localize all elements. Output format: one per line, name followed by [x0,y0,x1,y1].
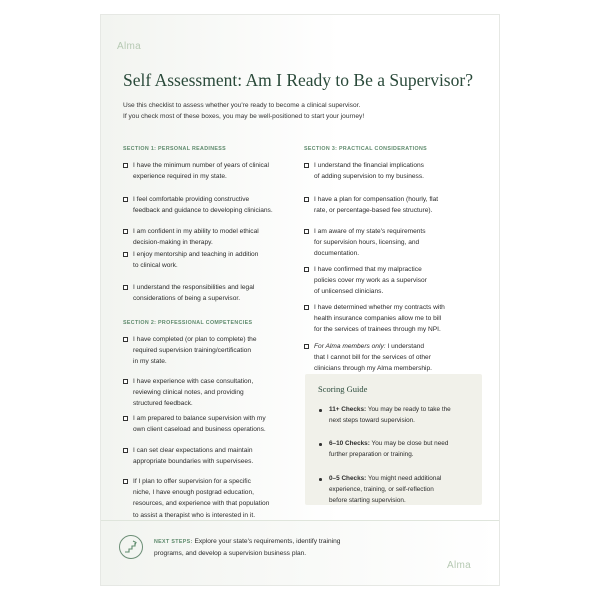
scoring-item [319,439,448,461]
checkbox[interactable] [123,197,128,202]
checklist-item [304,160,489,182]
bullet-icon [319,478,322,481]
checklist-item-line: decision-making in therapy. [133,239,213,247]
checkbox[interactable] [304,163,309,168]
alma-item-lead: For Alma members only: [314,343,386,350]
checklist-item [304,264,489,298]
checkbox[interactable] [304,267,309,272]
checklist-item-line: I am prepared to balance supervision with my [133,415,266,422]
checklist-item [304,302,489,336]
checklist-item-line: I am aware of my state's requirements [314,228,426,235]
scoring-item-line: You may be close but need [371,440,449,447]
scoring-item [319,405,451,427]
next-steps-line: Explore your state's requirements, identify training [194,538,341,545]
checkbox[interactable] [304,197,309,202]
checklist-item-line: required supervision training/certification [133,347,252,355]
checkbox[interactable] [123,252,128,257]
bullet-icon [319,409,322,412]
next-steps-line: programs, and develop a supervision business plan. [154,550,307,557]
checkbox[interactable] [123,379,128,384]
checklist-item-line: If I plan to offer supervision for a specific [133,478,251,485]
scoring-item-first-line [329,405,451,416]
checklist-item-alma [304,341,489,375]
checklist-item-line: I am confident in my ability to model ethical [133,228,259,235]
checklist-item-line: resources, and experience with that population [133,500,270,508]
checklist-item [123,334,303,368]
checklist-item-line: I have completed (or plan to complete) the [133,336,257,343]
checkbox[interactable] [304,229,309,234]
checkbox[interactable] [123,229,128,234]
alma-item-line: clinicians through my Alma membership. [314,365,433,373]
intro-line: Use this checklist to assess whether you're ready to become a clinical supervisor. [123,102,361,109]
intro-text [123,100,483,122]
scoring-item [319,474,441,506]
alma-item-line: that I cannot bill for the services of other [314,354,431,362]
scoring-item-line: You might need additional [367,475,442,482]
checkbox[interactable] [123,163,128,168]
scoring-item-label: 0–5 Checks: [329,475,367,482]
checklist-item-line: structured feedback. [133,400,193,408]
checklist-item [123,249,303,271]
scoring-item-label: 11+ Checks: [329,406,367,413]
scoring-item-line: You may be ready to take the [367,406,451,413]
checklist-item-line: rate, or percentage-based fee structure). [314,207,433,215]
checklist-item-line: for supervision hours, licensing, and [314,239,420,247]
checklist-item [123,160,303,182]
checklist-item-line: feedback and guidance to developing clinicians. [133,207,273,215]
brand-logo-bottom: Alma [447,560,471,571]
checklist-item [123,282,303,304]
stairs-growth-icon [119,535,143,559]
checklist-item-line: appropriate boundaries with supervisees. [133,458,254,466]
checklist-item-line: I have determined whether my contracts with [314,304,445,311]
scoring-item-line: experience, training, or self-reflection [329,485,434,493]
scoring-item-label: 6–10 Checks: [329,440,370,447]
page-title: Self Assessment: Am I Ready to Be a Supervisor? [123,70,473,90]
next-steps-label: NEXT STEPS: [154,539,193,545]
checklist-item-line: of unlicensed clinicians. [314,288,384,296]
next-steps-text [154,536,340,559]
section1-heading: SECTION 1: PERSONAL READINESS [123,146,227,152]
checklist-item-line: I have a plan for compensation (hourly, flat [314,196,439,203]
scoring-item-line: before starting supervision. [329,496,406,504]
checklist-sheet [101,15,499,585]
checklist-item-line: I enjoy mentorship and teaching in addition [133,251,259,258]
checklist-item-line: I have experience with case consultation, [133,378,254,385]
checklist-item-line: policies cover my work as a supervisor [314,277,427,285]
checkbox[interactable] [123,416,128,421]
checklist-item-line: experience required in my state. [133,173,227,181]
section3-heading: SECTION 3: PRACTICAL CONSIDERATIONS [304,146,428,152]
alma-item-line: I understand [387,343,425,350]
checklist-item [123,226,303,248]
checkbox[interactable] [123,448,128,453]
scoring-item-first-line [329,474,441,485]
checklist-item [123,476,303,521]
checklist-item-line: I understand the responsibilities and legal [133,284,255,291]
checklist-item-line: to clinical work. [133,262,178,270]
intro-line: If you check most of these boxes, you may be well-positioned to start your journey! [123,113,365,120]
checklist-item-line: to assist a therapist who is interested in it. [133,511,256,519]
checklist-item [304,226,489,260]
checklist-item-line: I understand the financial implications [314,162,424,169]
checklist-item-line: I feel comfortable providing constructive [133,196,250,203]
section2-heading: SECTION 2: PROFESSIONAL COMPETENCIES [123,320,253,326]
checkbox[interactable] [304,305,309,310]
checklist-item-line: I can set clear expectations and maintain [133,447,253,454]
checklist-item-line: own client caseload and business operations. [133,426,266,434]
scoring-item-line: further preparation or training. [329,450,414,458]
bullet-icon [319,443,322,446]
checkbox[interactable] [123,479,128,484]
checklist-item [123,445,303,467]
checkbox[interactable] [123,337,128,342]
checklist-item [304,194,489,216]
checkbox[interactable] [304,344,309,349]
checklist-item-line: reviewing clinical notes, and providing [133,389,244,397]
checklist-item [123,413,303,435]
footer-next-steps [101,520,499,585]
checklist-item-line: health insurance companies allow me to bill [314,315,442,323]
scoring-item-line: next steps toward supervision. [329,416,415,424]
checklist-item-line: niche, I have enough postgrad education, [133,489,254,497]
scoring-item-first-line [329,439,448,450]
checkbox[interactable] [123,285,128,290]
checklist-item-line: documentation. [314,250,360,258]
checklist-item-line: of adding supervision to my business. [314,173,424,181]
checklist-item-line: I have the minimum number of years of clinical [133,162,269,169]
checklist-item-line: I have confirmed that my malpractice [314,266,422,273]
checklist-item-line: in my state. [133,358,167,366]
scoring-guide-title: Scoring Guide [318,384,368,394]
checklist-item [123,376,303,410]
brand-logo-top: Alma [117,41,141,52]
checklist-item-line: for the services of trainees through my NPI. [314,326,441,334]
checklist-item-line: considerations of being a supervisor. [133,295,241,303]
scoring-guide-box [305,374,482,505]
checklist-item [123,194,303,216]
